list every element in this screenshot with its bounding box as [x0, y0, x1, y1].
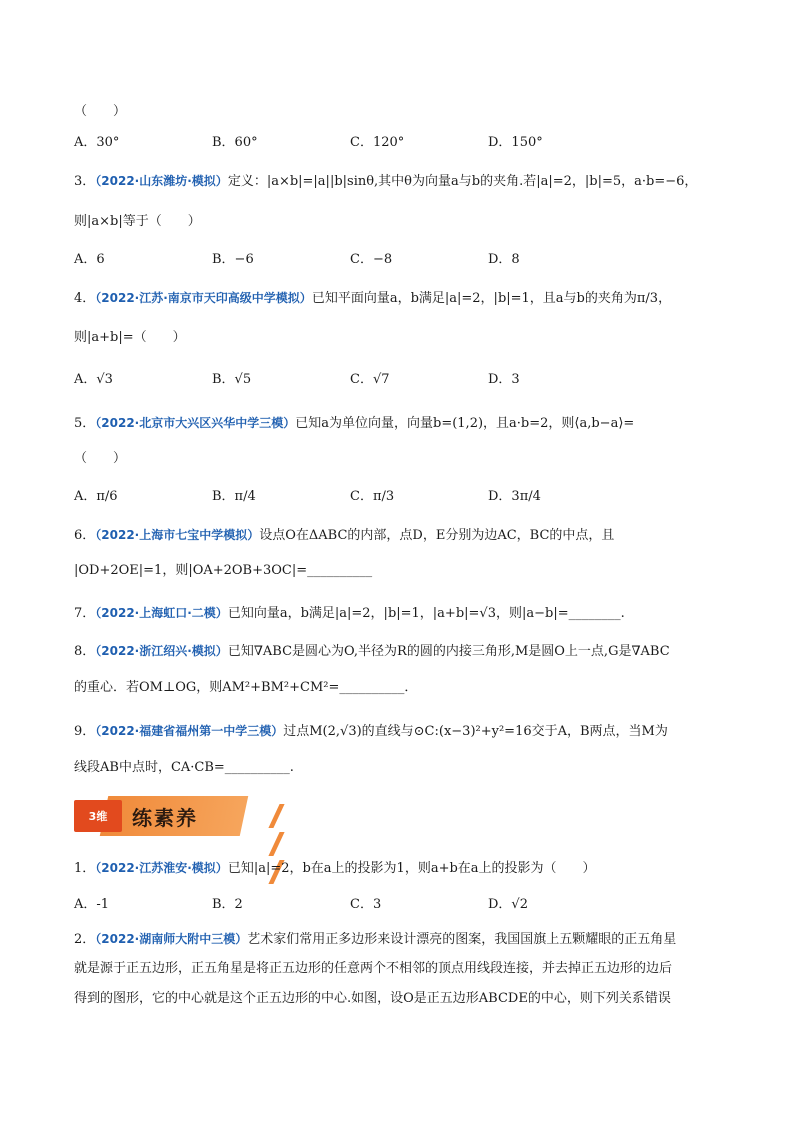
- question-6-line-2: |OD+2OE|=1，则|OA+2OB+3OC|=__________: [74, 563, 373, 578]
- question-source: （2022·北京市大兴区兴华中学三模）: [95, 416, 296, 430]
- question-8-line-2: 的重心．若OM⊥OG，则AM²+BM²+CM²=__________．: [74, 680, 418, 695]
- question-source: （2022·浙江绍兴·模拟）: [95, 644, 228, 658]
- question-text: 已知a为单位向量，向量b=(1,2)，且a·b=2，则⟨a,b−a⟩=: [295, 416, 635, 431]
- question-4-line-1: [74, 288, 724, 309]
- question-number: 6．: [74, 528, 96, 543]
- question-text: 已知平面向量a，b满足|a|=2，|b|=1，且a与b的夹角为π/3，: [311, 291, 672, 306]
- option-a: A．-1: [74, 897, 110, 912]
- option-b: B．π/4: [212, 489, 256, 504]
- question-9-line-1: [74, 721, 724, 742]
- option-a: A．30°: [74, 135, 120, 150]
- option-c: C．π/3: [350, 489, 395, 504]
- question-5-options: [74, 487, 724, 507]
- question-text: 艺术家们常用正多边形来设计漂亮的图案，我国国旗上五颗耀眼的正五角星: [247, 932, 677, 947]
- question-7: [74, 603, 724, 624]
- option-c: C．√7: [350, 372, 390, 387]
- practice-1-options: [74, 895, 724, 915]
- option-a: A．6: [74, 252, 105, 267]
- question-number: 2．: [74, 932, 96, 947]
- question-number: 1．: [74, 861, 96, 876]
- option-b: B．−6: [212, 252, 254, 267]
- option-d: D．3π/4: [488, 489, 541, 504]
- question-text: 设点O在ΔABC的内部，点D，E分别为边AC，BC的中点，且: [259, 528, 615, 543]
- question-source: （2022·福建省福州第一中学三模）: [95, 724, 284, 738]
- question-4-options: [74, 370, 724, 390]
- question-source: （2022·江苏淮安·模拟）: [95, 861, 228, 875]
- practice-2-line-1: [74, 929, 724, 950]
- question-source: （2022·上海市七宝中学模拟）: [95, 528, 260, 542]
- option-b: B．2: [212, 897, 243, 912]
- question-source: （2022·湖南师大附中三模）: [95, 932, 248, 946]
- option-a: A．√3: [74, 372, 113, 387]
- question-number: 9．: [74, 724, 96, 739]
- question-text: 已知|a|=2，b在a上的投影为1，则a+b在a上的投影为（ ）: [227, 861, 596, 876]
- question-number: 5．: [74, 416, 96, 431]
- option-d: D．8: [488, 252, 520, 267]
- question-number: 4．: [74, 291, 96, 306]
- question-2-bracket: （ ）: [74, 104, 127, 119]
- option-a: A．π/6: [74, 489, 118, 504]
- question-text: 过点M(2,√3)的直线与⊙C:(x−3)²+y²=16交于A，B两点，当M为: [283, 724, 668, 739]
- question-6-line-1: [74, 525, 724, 546]
- question-8-line-1: [74, 641, 724, 662]
- question-number: 8．: [74, 644, 96, 659]
- question-9-line-2: 线段AB中点时，CA·CB=__________.: [74, 760, 294, 775]
- option-d: D．√2: [488, 897, 528, 912]
- practice-2-line-3: 得到的图形，它的中心就是这个正五边形的中心.如图，设O是正五边形ABCDE的中心，则下列关系错误: [74, 991, 671, 1006]
- question-text: 已知∇ABC是圆心为O,半径为R的圆的内接三角形,M是圆O上一点,G是∇ABC: [227, 644, 670, 659]
- question-5-line-1: [74, 413, 724, 434]
- question-3-line-1: [74, 171, 724, 192]
- practice-2-line-2: 就是源于正五边形，正五角星是将正五边形的任意两个不相邻的顶点用线段连接，并去掉正五边形的边后: [74, 961, 673, 976]
- option-d: D．3: [488, 372, 520, 387]
- option-d: D．150°: [488, 135, 543, 150]
- section-header: [74, 796, 254, 836]
- option-b: B．60°: [212, 135, 258, 150]
- option-c: C．120°: [350, 135, 405, 150]
- question-number: 3．: [74, 174, 96, 189]
- section-title: 练素养: [132, 806, 198, 830]
- question-source: （2022·江苏·南京市天印高级中学模拟）: [95, 291, 312, 305]
- option-b: B．√5: [212, 372, 252, 387]
- option-c: C．−8: [350, 252, 393, 267]
- question-number: 7．: [74, 606, 96, 621]
- question-3-options: [74, 250, 724, 270]
- question-source: （2022·山东潍坊·模拟）: [95, 174, 228, 188]
- question-text: 定义：|a×b|=|a||b|sinθ,其中θ为向量a与b的夹角.若|a|=2，|b|=5，a·b=−6，: [227, 174, 698, 189]
- section-tag: 3维: [74, 800, 122, 832]
- question-5-line-2: （ ）: [74, 451, 127, 466]
- option-c: C．3: [350, 897, 382, 912]
- practice-1: [74, 858, 724, 879]
- question-4-line-2: 则|a+b|=（ ）: [74, 330, 186, 345]
- question-text: 已知向量a，b满足|a|=2，|b|=1，|a+b|=√3，则|a−b|=________.: [227, 606, 625, 621]
- question-source: （2022·上海虹口·二模）: [95, 606, 228, 620]
- question-3-line-2: 则|a×b|等于（ ）: [74, 214, 201, 229]
- question-2-options: [74, 133, 724, 153]
